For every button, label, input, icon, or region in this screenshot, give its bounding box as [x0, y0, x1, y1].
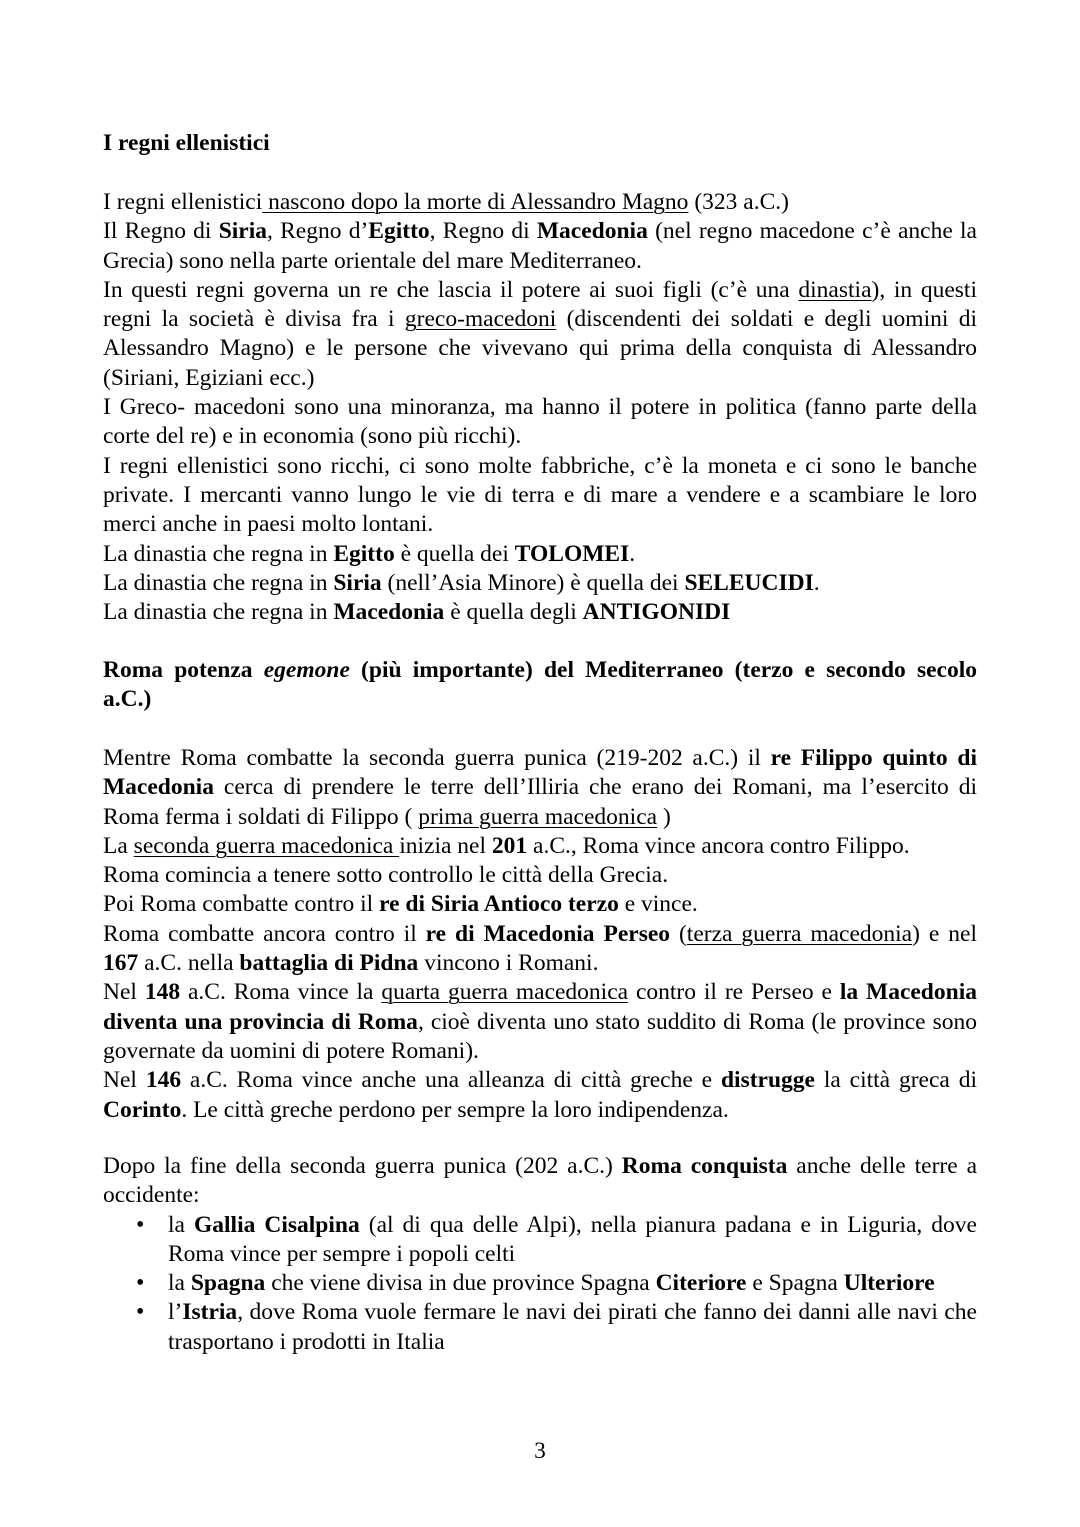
line-dinastia-siria: La dinastia che regna in Siria (nell’Asia Minore) è quella dei SELEUCIDI. [103, 569, 820, 596]
line-economia: I regni ellenistici sono ricchi, ci sono molte fabbriche, c’è la moneta e ci sono le banche private. I mercanti vanno lungo le vie di terra e di mare a vendere e a scambiare le loro merci anche in paesi molto lontani. [103, 452, 977, 538]
list-item: • la Spagna che viene divisa in due province Spagna Citeriore e Spagna Ulteriore [103, 1269, 977, 1298]
heading-text: I regni ellenistici [103, 130, 270, 156]
line-provincia: Nel 148 a.C. Roma vince la quarta guerra macedonica contro il re Perseo e la Macedonia diventa una provincia di Roma, cioè diventa uno stato suddito di Roma (le province sono governate da uomini di potere Romani). [103, 979, 977, 1064]
line-intro-occidente: Dopo la fine della seconda guerra punica (202 a.C.) Roma conquista anche delle terre a occidente: [103, 1153, 978, 1209]
line-perseo: Roma combatte ancora contro il re di Macedonia Perseo (terza guerra macedonia) e nel 167 a.C. nella battaglia di Pidna vincono i Romani. [103, 920, 977, 977]
line-origin: I regni ellenistici nascono dopo la morte di Alessandro Magno (323 a.C.) [103, 189, 789, 215]
line-regni-list: Il Regno di Siria, Regno d’Egitto, Regno di Macedonia (nel regno macedone c’è anche la Grecia) sono nella parte orientale del mare Mediterraneo. [103, 218, 977, 274]
line-controllo-grecia: Roma comincia a tenere sotto controllo le città della Grecia. [103, 862, 669, 889]
paragraph-regni-ellenistici [103, 188, 977, 627]
page-number: 3 [534, 1438, 546, 1464]
paragraph-guerre-macedoniche [103, 744, 977, 1125]
line-filippo: Mentre Roma combatte la seconda guerra punica (219-202 a.C.) il re Filippo quinto di Macedonia cerca di prendere le terre dell’Illiria che erano dei Romani, ma l’esercito di Roma ferma i soldati di Filippo ( prima guerra macedonica ) [103, 745, 977, 830]
line-societa: In questi regni governa un re che lascia il potere ai suoi figli (c’è una dinastia), in questi regni la società è divisa fra i greco-macedoni (discendenti dei soldati e degli uomini di Alessandro Magno) e le persone che vivevano qui prima della conquista di Alessandro (Siriani, Egiziani ecc.) [103, 276, 977, 391]
list-item: • la Gallia Cisalpina (al di qua delle Alpi), nella pianura padana e in Liguria, dove Roma vince per sempre i popoli celti [103, 1211, 977, 1270]
bullet-list [103, 1211, 977, 1357]
line-seconda-guerra: La seconda guerra macedonica inizia nel 201 a.C., Roma vince ancora contro Filippo. [103, 832, 910, 859]
line-dinastia-egitto: La dinastia che regna in Egitto è quella dei TOLOMEI. [103, 540, 636, 567]
list-item: • l’Istria, dove Roma vuole fermare le navi dei pirati che fanno dei danni alle navi che trasportano i prodotti in Italia [103, 1298, 977, 1357]
section-title-regni-ellenistici [103, 129, 977, 158]
section-title-roma-egemone: Roma potenza egemone (più importante) del Mediterraneo (terzo e secondo secolo a.C.) [103, 657, 977, 713]
line-minoranza: I Greco- macedoni sono una minoranza, ma hanno il potere in politica (fanno parte della corte del re) e in economia (sono più ricchi). [103, 394, 977, 450]
paragraph-conquiste-occidente [103, 1152, 977, 1357]
line-antioco: Poi Roma combatte contro il re di Siria Antioco terzo e vince. [103, 891, 698, 918]
line-corinto: Nel 146 a.C. Roma vince anche una alleanza di città greche e distrugge la città greca di Corinto. Le città greche perdono per sempre la loro indipendenza. [103, 1067, 977, 1123]
line-dinastia-macedonia: La dinastia che regna in Macedonia è quella degli ANTIGONIDI [103, 599, 731, 626]
